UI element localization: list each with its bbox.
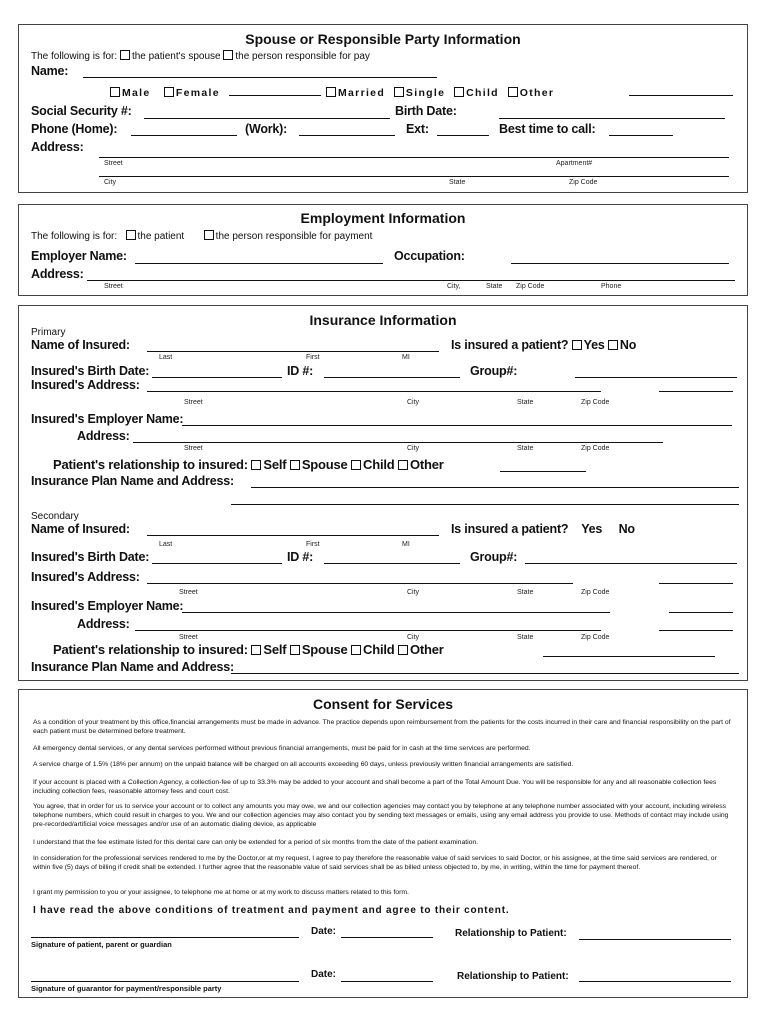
primary-city-caption: City [407, 399, 420, 406]
consent-paragraph-7: In consideration for the professional services rendered to me by the Doctor,or at my request, I agree to pay therefore the reasonable value of said services to said Doctor, or his assignee, at the time said services are rendered, or within five (5) days of billing if credit shall be extended. I further agree that the reasonable value of said services shall be as billed unless objected to, by me, in writing, within the time for payment thereof. [33, 855, 717, 871]
patient-date-label: Date: [311, 926, 337, 937]
secondary-employer-extra[interactable] [669, 612, 733, 613]
primary-emp-street-caption: Street [184, 445, 203, 452]
secondary-spouse-checkbox[interactable] [290, 645, 300, 655]
primary-self-checkbox[interactable] [251, 460, 261, 470]
spouse-birth-field[interactable] [499, 118, 725, 119]
spouse-other-blank[interactable] [629, 95, 733, 96]
employment-address-label: Address: [31, 267, 84, 281]
secondary-emp-state-caption: State [517, 634, 534, 641]
spouse-name-field[interactable] [83, 77, 437, 78]
primary-birth-field[interactable] [152, 377, 282, 378]
primary-name-insured-label: Name of Insured: [31, 338, 130, 352]
secondary-relationship: Patient's relationship to insured: Self Spouse Child Other [53, 642, 444, 657]
occupation-field[interactable] [511, 263, 729, 264]
secondary-zip-caption: Zip Code [581, 589, 610, 596]
primary-yes-checkbox[interactable] [572, 340, 582, 350]
employment-following-for: The following is for: the patient the person responsible for payment [31, 231, 373, 242]
checkbox-single[interactable] [394, 87, 404, 97]
secondary-address-extra[interactable] [659, 583, 733, 584]
primary-emp-address-field[interactable] [133, 442, 663, 443]
guarantor-relationship-label: Relationship to Patient: [457, 971, 569, 982]
primary-other-checkbox[interactable] [398, 460, 408, 470]
spouse-following-for: The following is for: the patient's spouse the person responsible for pay [31, 51, 370, 62]
secondary-state-caption: State [517, 589, 534, 596]
consent-paragraph-1: As a condition of your treatment by this office,financial arrangements must be made in advance. The practice depends upon reimbursement from the patients for the costs incurred in their care and financial responsibility on the part of each patient must be determined before treatment. [33, 719, 731, 735]
secondary-other-field[interactable] [543, 656, 715, 657]
secondary-group-label: Group#: [470, 550, 518, 564]
secondary-name-insured-field[interactable] [147, 535, 439, 536]
checkbox-child[interactable] [454, 87, 464, 97]
primary-state-caption: State [517, 399, 534, 406]
spouse-ext-field[interactable] [437, 135, 489, 136]
secondary-last-caption: Last [159, 541, 173, 548]
consent-paragraph-6: I understand that the fee estimate listed for this dental care can only be extended for a period of six months from the date of the patient examination. [33, 839, 479, 846]
spouse-apartment-caption: Apartment# [556, 160, 593, 167]
spouse-address-line2[interactable] [99, 176, 729, 177]
secondary-emp-address-label: Address: [77, 617, 130, 631]
secondary-address-field[interactable] [147, 583, 573, 584]
secondary-no-option[interactable]: No [618, 522, 635, 536]
spouse-best-time-label: Best time to call: [499, 122, 596, 136]
guarantor-signature-field[interactable] [31, 981, 299, 982]
insurance-section [18, 305, 748, 681]
spouse-phone-home-label: Phone (Home): [31, 122, 118, 136]
spouse-ssn-field[interactable] [144, 118, 390, 119]
spouse-zip-caption: Zip Code [569, 179, 598, 186]
consent-paragraph-2: All emergency dental services, or any dental services performed without previous financial arrangements, must be paid for in cash at the time services are performed. [33, 745, 531, 752]
primary-birth-label: Insured's Birth Date: [31, 364, 150, 378]
secondary-other-checkbox[interactable] [398, 645, 408, 655]
primary-first-caption: First [306, 354, 320, 361]
secondary-emp-city-caption: City [407, 634, 420, 641]
primary-spouse-checkbox[interactable] [290, 460, 300, 470]
secondary-employer-field[interactable] [182, 612, 610, 613]
consent-paragraph-3: A service charge of 1.5% (18% per annum) on the unpaid balance will be charged on all accounts exceeding 60 days, unless previously written financial arrangements are satisfied. [33, 761, 574, 768]
secondary-city-caption: City [407, 589, 420, 596]
patient-signature-field[interactable] [31, 937, 299, 938]
secondary-child-checkbox[interactable] [351, 645, 361, 655]
checkbox-employment-patient[interactable] [126, 230, 136, 240]
checkbox-other[interactable] [508, 87, 518, 97]
secondary-employer-label: Insured's Employer Name: [31, 599, 184, 613]
primary-address-extra[interactable] [659, 391, 733, 392]
spouse-best-time-field[interactable] [609, 135, 673, 136]
primary-relationship: Patient's relationship to insured: Self Spouse Child Other [53, 457, 444, 472]
primary-label: Primary [31, 327, 66, 338]
consent-section [18, 689, 748, 998]
insurance-section-title: Insurance Information [309, 312, 457, 328]
primary-emp-city-caption: City [407, 445, 420, 452]
employer-name-label: Employer Name: [31, 249, 127, 263]
secondary-label: Secondary [31, 511, 79, 522]
primary-id-label: ID #: [287, 364, 314, 378]
secondary-name-insured-label: Name of Insured: [31, 522, 130, 536]
primary-emp-state-caption: State [517, 445, 534, 452]
consent-paragraph-8: I grant my permission to you or your assignee, to telephone me at home or at my work to discuss matters related to this form. [33, 889, 409, 896]
checkbox-employment-responsible[interactable] [204, 230, 214, 240]
employment-section-title: Employment Information [300, 210, 466, 226]
primary-emp-zip-caption: Zip Code [581, 445, 610, 452]
employment-section [18, 204, 748, 296]
primary-other-field[interactable] [500, 471, 586, 472]
employment-street-caption: Street [104, 283, 123, 290]
consent-paragraph-5: You agree, that in order for us to service your account or to collect any amounts you may owe, we and our collection agencies may contact you by telephone at any telephone number associated with your account, including wireless telephone numbers, which could result in charges to you. We and our collection agencies may also contact you by sending text messages or emails, using any email address you provide to use. Methods of contact may include using pre-recorded/artificial voice messages and/or use of an automatic dialing device, as applicable [33, 803, 729, 828]
primary-mi-caption: MI [402, 354, 410, 361]
consent-agreement: I have read the above conditions of treatment and payment and agree to their content. [33, 905, 510, 916]
primary-street-caption: Street [184, 399, 203, 406]
primary-is-patient: Is insured a patient? Yes No [451, 338, 637, 352]
primary-address-label: Insured's Address: [31, 378, 140, 392]
employment-city-caption: City, [447, 283, 461, 290]
spouse-birth-label: Birth Date: [395, 104, 457, 118]
primary-employer-field[interactable] [182, 425, 732, 426]
patient-date-field[interactable] [341, 937, 433, 938]
secondary-emp-street-caption: Street [179, 634, 198, 641]
primary-address-field[interactable] [147, 391, 601, 392]
secondary-street-caption: Street [179, 589, 198, 596]
spouse-address-label: Address: [31, 140, 84, 154]
secondary-emp-address-extra[interactable] [659, 630, 733, 631]
secondary-id-field[interactable] [324, 563, 460, 564]
patient-relationship-label: Relationship to Patient: [455, 928, 567, 939]
secondary-address-label: Insured's Address: [31, 570, 140, 584]
primary-zip-caption: Zip Code [581, 399, 610, 406]
secondary-plan-field[interactable] [231, 673, 739, 674]
spouse-gender-status: Male Female [110, 83, 220, 101]
primary-plan-field-2[interactable] [231, 504, 739, 505]
patient-relationship-field[interactable] [579, 939, 731, 940]
spouse-address-line1[interactable] [99, 157, 729, 158]
secondary-is-patient: Is insured a patient? Yes No [451, 522, 635, 536]
primary-last-caption: Last [159, 354, 173, 361]
secondary-group-field[interactable] [525, 563, 737, 564]
primary-plan-field[interactable] [251, 487, 739, 488]
secondary-plan-label: Insurance Plan Name and Address: [31, 660, 234, 674]
primary-child-checkbox[interactable] [351, 460, 361, 470]
spouse-gender-blank[interactable] [229, 95, 321, 96]
checkbox-female[interactable] [164, 87, 174, 97]
primary-no-checkbox[interactable] [608, 340, 618, 350]
secondary-self-checkbox[interactable] [251, 645, 261, 655]
checkbox-patient-spouse[interactable] [120, 50, 130, 60]
employer-name-field[interactable] [135, 263, 383, 264]
primary-id-field[interactable] [324, 377, 460, 378]
checkbox-male[interactable] [110, 87, 120, 97]
spouse-section [18, 24, 748, 193]
secondary-mi-caption: MI [402, 541, 410, 548]
employment-phone-caption: Phone [601, 283, 622, 290]
primary-emp-address-label: Address: [77, 429, 130, 443]
employment-state-caption: State [486, 283, 503, 290]
spouse-work-label: (Work): [245, 122, 288, 136]
guarantor-date-field[interactable] [341, 981, 433, 982]
spouse-marital-status: Married Single Child Other [326, 83, 554, 101]
spouse-street-caption: Street [104, 160, 123, 167]
primary-plan-label: Insurance Plan Name and Address: [31, 474, 234, 488]
checkbox-responsible-party[interactable] [223, 50, 233, 60]
patient-signature-caption: Signature of patient, parent or guardian [31, 940, 172, 949]
spouse-section-title: Spouse or Responsible Party Information [245, 31, 521, 47]
spouse-name-label: Name: [31, 64, 69, 78]
secondary-birth-field[interactable] [152, 563, 282, 564]
guarantor-signature-caption: Signature of guarantor for payment/responsible party [31, 984, 222, 993]
secondary-yes-option[interactable]: Yes [581, 522, 603, 536]
primary-group-field[interactable] [575, 377, 737, 378]
primary-employer-label: Insured's Employer Name: [31, 412, 184, 426]
checkbox-married[interactable] [326, 87, 336, 97]
spouse-phone-home-field[interactable] [131, 135, 237, 136]
consent-section-title: Consent for Services [312, 696, 454, 712]
secondary-emp-address-field[interactable] [135, 630, 601, 631]
guarantor-relationship-field[interactable] [579, 981, 731, 982]
consent-paragraph-4: If your account is placed with a Collection Agency, a collection-fee of up to 33.3% may be added to your account and shall become a part of the Total Amount Due. You will be responsible for any and all reasonable collection fees including collection fees, reasonable attorney fees and court cost. [33, 779, 717, 795]
employment-address-field[interactable] [87, 280, 735, 281]
spouse-ext-label: Ext: [406, 122, 429, 136]
spouse-state-caption: State [449, 179, 466, 186]
primary-name-insured-field[interactable] [147, 351, 439, 352]
spouse-city-caption: City [104, 179, 117, 186]
primary-group-label: Group#: [470, 364, 518, 378]
spouse-ssn-label: Social Security #: [31, 104, 132, 118]
secondary-id-label: ID #: [287, 550, 314, 564]
secondary-birth-label: Insured's Birth Date: [31, 550, 150, 564]
spouse-work-field[interactable] [299, 135, 395, 136]
guarantor-date-label: Date: [311, 969, 337, 980]
employment-zip-caption: Zip Code [516, 283, 545, 290]
secondary-first-caption: First [306, 541, 320, 548]
secondary-emp-zip-caption: Zip Code [581, 634, 610, 641]
occupation-label: Occupation: [394, 249, 465, 263]
